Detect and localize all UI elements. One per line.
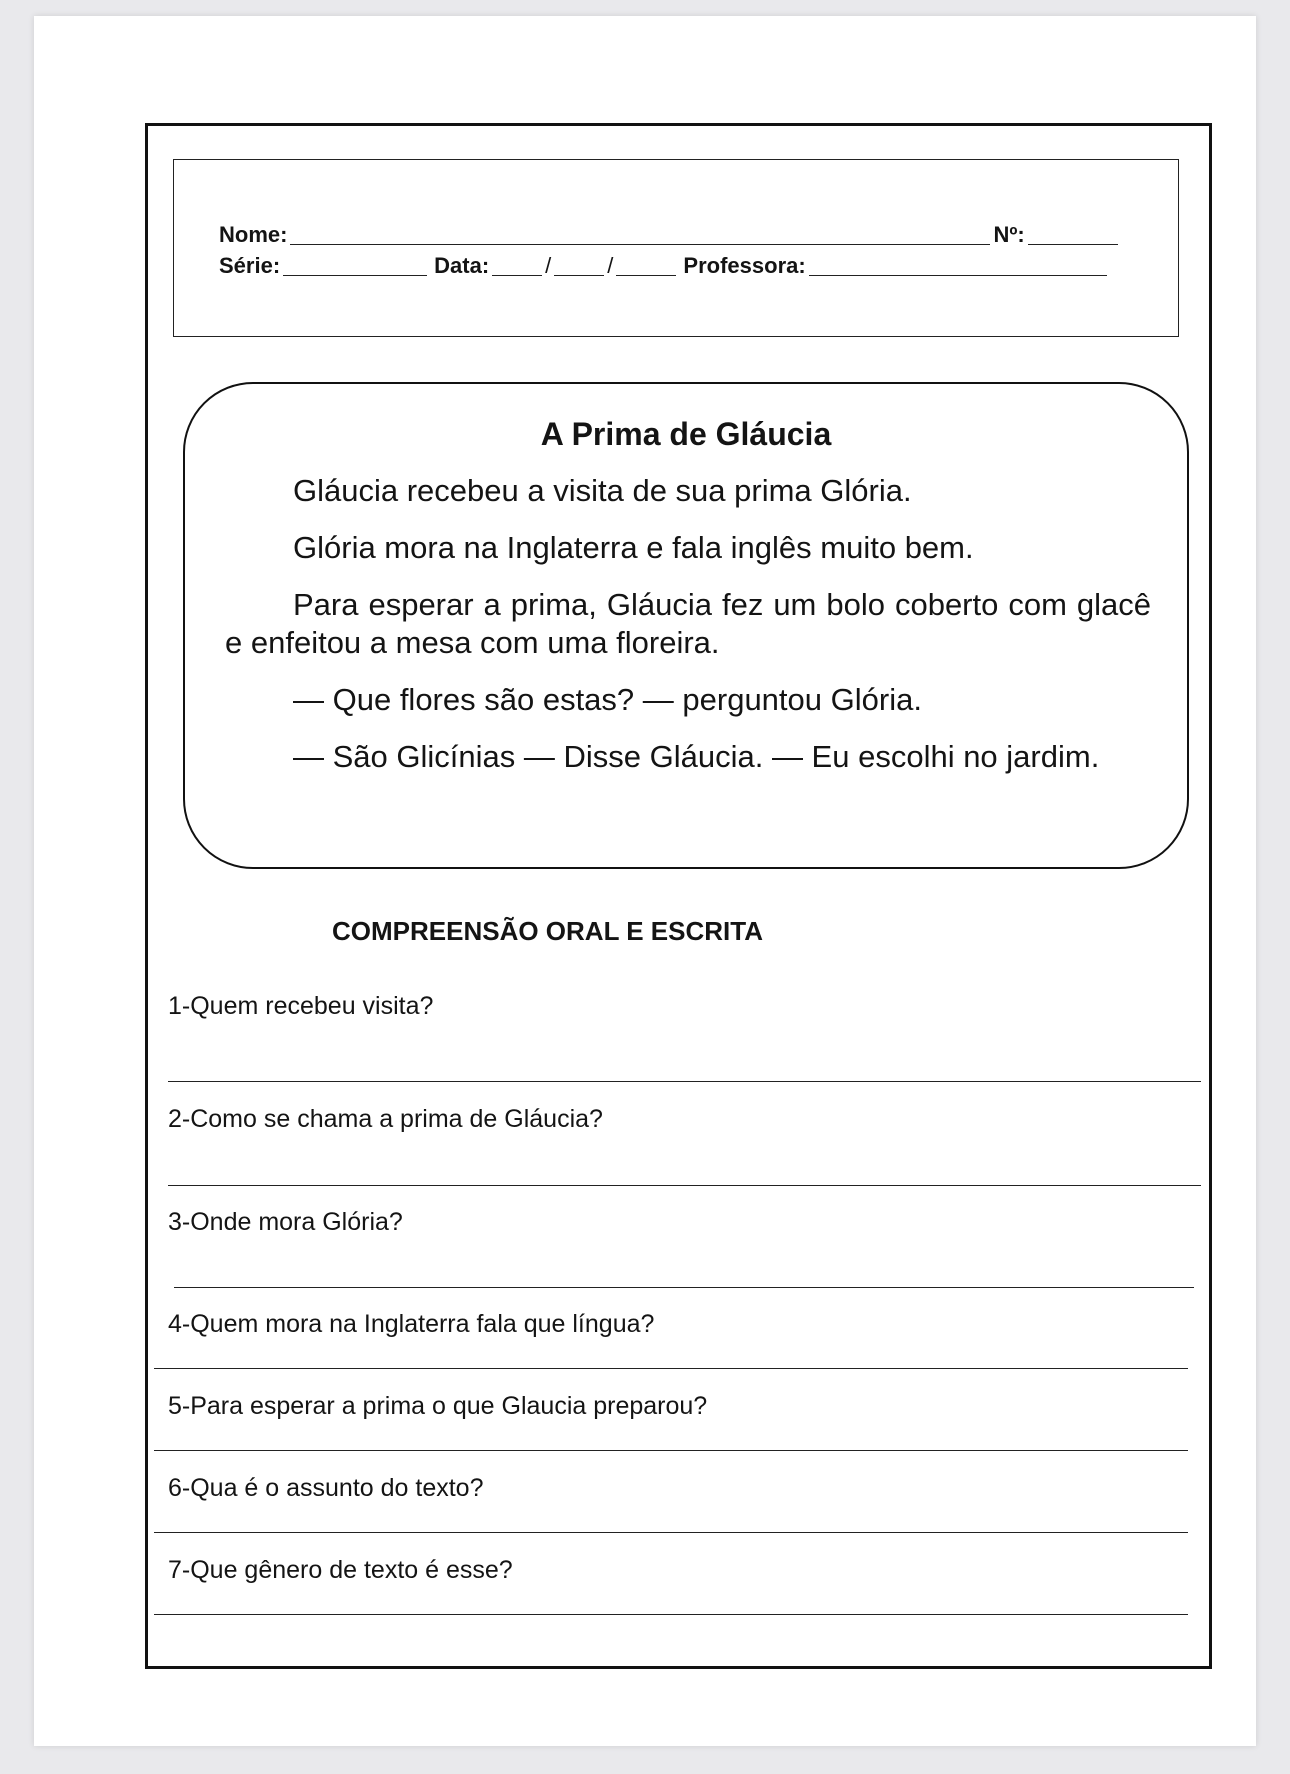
number-label: Nº: bbox=[993, 222, 1025, 247]
date-label: Data: bbox=[434, 253, 490, 278]
answer-line-5[interactable] bbox=[154, 1450, 1188, 1451]
date-day-field[interactable] bbox=[492, 258, 542, 276]
worksheet-frame bbox=[145, 123, 1212, 1669]
story-paragraph: Glória mora na Inglaterra e fala inglês muito bem. bbox=[293, 530, 974, 565]
question-5: 5-Para esperar a prima o que Glaucia preparou? bbox=[168, 1392, 708, 1420]
answer-line-2[interactable] bbox=[168, 1185, 1201, 1186]
question-4: 4-Quem mora na Inglaterra fala que língua? bbox=[168, 1310, 655, 1338]
story-paragraph: — Que flores são estas? — perguntou Glória. bbox=[293, 682, 922, 717]
answer-line-4[interactable] bbox=[154, 1368, 1188, 1369]
story-box bbox=[183, 382, 1189, 869]
story-text bbox=[225, 472, 1151, 795]
student-info-box bbox=[173, 159, 1179, 337]
date-separator: / bbox=[545, 253, 552, 278]
teacher-field[interactable] bbox=[809, 258, 1107, 276]
answer-line-3[interactable] bbox=[174, 1287, 1194, 1288]
worksheet-page bbox=[34, 16, 1256, 1746]
name-field[interactable] bbox=[290, 227, 990, 245]
number-field[interactable] bbox=[1028, 227, 1118, 245]
grade-label: Série: bbox=[219, 253, 281, 278]
story-paragraph: Para esperar a prima, Gláucia fez um bolo coberto com glacê e enfeitou a mesa com uma floreira. bbox=[225, 587, 1151, 660]
student-info-row-2 bbox=[219, 253, 1110, 279]
grade-field[interactable] bbox=[283, 258, 427, 276]
answer-line-6[interactable] bbox=[154, 1532, 1188, 1533]
answer-line-1[interactable] bbox=[168, 1081, 1201, 1082]
question-3: 3-Onde mora Glória? bbox=[168, 1208, 403, 1236]
question-2: 2-Como se chama a prima de Gláucia? bbox=[168, 1105, 603, 1133]
story-paragraph: Gláucia recebeu a visita de sua prima Glória. bbox=[293, 473, 912, 508]
date-month-field[interactable] bbox=[554, 258, 604, 276]
question-7: 7-Que gênero de texto é esse? bbox=[168, 1556, 513, 1584]
question-1: 1-Quem recebeu visita? bbox=[168, 992, 434, 1020]
story-title: A Prima de Gláucia bbox=[540, 416, 832, 452]
story-paragraph: — São Glicínias — Disse Gláucia. — Eu escolhi no jardim. bbox=[293, 739, 1100, 774]
date-year-field[interactable] bbox=[616, 258, 676, 276]
name-label: Nome: bbox=[219, 222, 288, 247]
teacher-label: Professora: bbox=[683, 253, 806, 278]
question-6: 6-Qua é o assunto do texto? bbox=[168, 1474, 484, 1502]
answer-line-7[interactable] bbox=[154, 1614, 1188, 1615]
student-info-row-1 bbox=[219, 222, 1121, 248]
section-title: COMPREENSÃO ORAL E ESCRITA bbox=[332, 916, 763, 946]
date-separator: / bbox=[607, 253, 614, 278]
